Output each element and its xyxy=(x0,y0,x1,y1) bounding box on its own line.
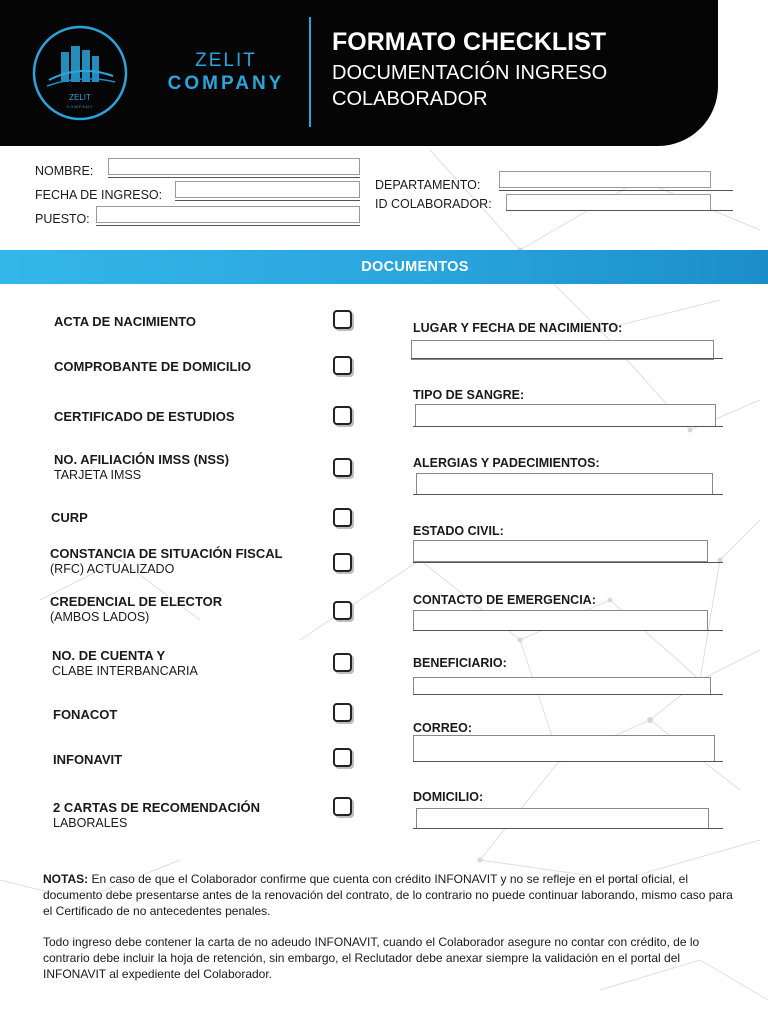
checkbox-cartas[interactable] xyxy=(333,797,352,816)
documents-banner xyxy=(0,250,768,284)
checkbox-imss[interactable] xyxy=(333,458,352,477)
lugar-fecha-underline xyxy=(411,358,723,359)
document-item-acta xyxy=(54,314,196,329)
checkbox-infonavit[interactable] xyxy=(333,748,352,767)
document-title: 2 CARTAS DE RECOMENDACIÓN xyxy=(53,800,261,815)
document-subtitle: (AMBOS LADOS) xyxy=(50,610,150,624)
page-subtitle-line1: DOCUMENTACIÓN INGRESO xyxy=(332,62,608,84)
checkbox-rfc[interactable] xyxy=(333,553,352,572)
document-subtitle: CLABE INTERBANCARIA xyxy=(52,664,198,678)
document-title: NO. DE CUENTA Y xyxy=(52,648,166,663)
document-subtitle: TARJETA IMSS xyxy=(54,468,142,482)
estado-civil-field[interactable] xyxy=(413,540,708,562)
checkbox-fonacot[interactable] xyxy=(333,703,352,722)
notes-section xyxy=(43,871,733,997)
company-logo xyxy=(31,24,129,122)
id-colaborador-underline xyxy=(506,210,733,211)
estado-civil-underline xyxy=(413,562,723,563)
svg-text:ZELIT: ZELIT xyxy=(69,93,91,102)
brand-name-line2: COMPANY xyxy=(167,73,285,94)
correo-field[interactable] xyxy=(413,735,715,762)
documents-banner-title: DOCUMENTOS xyxy=(361,259,469,275)
tipo-sangre-field[interactable] xyxy=(415,404,716,427)
notes-paragraph-2: Todo ingreso debe contener la carta de no adeudo INFONAVIT, cuando el Colaborador asegure no contar con crédito, de lo contrario debe incluir la hoja de retención, sin embargo, el Reclutador debe anexar siempre la validación en el portal del INFONAVIT al expediente del Colaborador. xyxy=(43,935,700,981)
checkbox-curp[interactable] xyxy=(333,508,352,527)
checkbox-acta[interactable] xyxy=(333,310,352,329)
checkbox-cuenta[interactable] xyxy=(333,653,352,672)
document-title: CURP xyxy=(51,510,88,525)
departamento-underline xyxy=(499,190,733,191)
header-divider xyxy=(309,17,311,127)
domicilio-underline xyxy=(413,828,723,829)
domicilio-field[interactable] xyxy=(416,808,709,829)
document-title: COMPROBANTE DE DOMICILIO xyxy=(54,359,252,374)
document-item-credencial xyxy=(50,594,222,624)
brand-name-line1: ZELIT xyxy=(195,50,257,71)
nombre-field[interactable] xyxy=(108,158,360,175)
correo-label: CORREO: xyxy=(413,721,473,735)
lugar-fecha-nacimiento-label: LUGAR Y FECHA DE NACIMIENTO: xyxy=(413,321,623,335)
document-item-domicilio xyxy=(54,359,251,374)
alergias-field[interactable] xyxy=(416,473,713,495)
document-title: NO. AFILIACIÓN IMSS (NSS) xyxy=(54,452,230,467)
checkbox-credencial[interactable] xyxy=(333,601,352,620)
contacto-emergencia-underline xyxy=(413,630,723,631)
fecha-ingreso-label: FECHA DE INGRESO: xyxy=(35,188,163,202)
document-title: ACTA DE NACIMIENTO xyxy=(54,314,197,329)
domicilio-label: DOMICILIO: xyxy=(413,790,484,804)
puesto-underline xyxy=(96,225,360,226)
fecha-ingreso-field[interactable] xyxy=(175,181,360,198)
document-item-cartas xyxy=(53,800,260,830)
departamento-field[interactable] xyxy=(499,171,711,188)
notes-paragraph-1 xyxy=(43,871,733,919)
document-title: CREDENCIAL DE ELECTOR xyxy=(50,594,223,609)
id-colaborador-field[interactable] xyxy=(506,194,711,211)
notes-text-1: En caso de que el Colaborador confirme que cuenta con crédito INFONAVIT y no se refleje en el portal oficial, el documento debe presentarse antes de la renovación del contrato, de lo contrario no puede continuar laborando, mismo caso para el Certificado de no antecedentes penales. xyxy=(43,872,733,918)
tipo-sangre-label: TIPO DE SANGRE: xyxy=(413,388,525,402)
puesto-label: PUESTO: xyxy=(35,212,90,226)
correo-underline xyxy=(413,761,723,762)
document-item-estudios xyxy=(54,409,235,424)
document-title: FONACOT xyxy=(53,707,118,722)
document-title: INFONAVIT xyxy=(53,752,123,767)
fecha-ingreso-underline xyxy=(175,200,360,201)
page-title: FORMATO CHECKLIST xyxy=(332,28,607,56)
checkbox-estudios[interactable] xyxy=(333,406,352,425)
document-subtitle: LABORALES xyxy=(53,816,128,830)
departamento-label: DEPARTAMENTO: xyxy=(375,178,481,192)
id-colaborador-label: ID COLABORADOR: xyxy=(375,197,492,211)
svg-text:COMPANY: COMPANY xyxy=(66,104,94,109)
beneficiario-field[interactable] xyxy=(413,677,711,695)
estado-civil-label: ESTADO CIVIL: xyxy=(413,524,504,538)
document-item-imss xyxy=(54,452,229,482)
lugar-fecha-nacimiento-field[interactable] xyxy=(411,340,714,360)
notes-label: NOTAS: xyxy=(43,872,89,886)
document-subtitle: (RFC) ACTUALIZADO xyxy=(50,562,175,576)
document-item-rfc xyxy=(50,546,283,576)
nombre-label: NOMBRE: xyxy=(35,164,94,178)
page-header xyxy=(0,0,718,146)
page-subtitle-line2: COLABORADOR xyxy=(332,88,488,110)
beneficiario-label: BENEFICIARIO: xyxy=(413,656,507,670)
puesto-field[interactable] xyxy=(96,206,360,223)
document-title: CERTIFICADO DE ESTUDIOS xyxy=(54,409,235,424)
document-title: CONSTANCIA DE SITUACIÓN FISCAL xyxy=(50,546,283,561)
tipo-sangre-underline xyxy=(413,426,723,427)
nombre-underline xyxy=(108,177,360,178)
document-item-fonacot xyxy=(53,707,117,722)
alergias-underline xyxy=(413,494,723,495)
contacto-emergencia-field[interactable] xyxy=(413,610,708,631)
checkbox-domicilio[interactable] xyxy=(333,356,352,375)
document-item-curp xyxy=(51,510,88,525)
alergias-label: ALERGIAS Y PADECIMIENTOS: xyxy=(413,456,600,470)
document-item-infonavit xyxy=(53,752,122,767)
beneficiario-underline xyxy=(413,694,723,695)
contacto-emergencia-label: CONTACTO DE EMERGENCIA: xyxy=(413,593,596,607)
document-item-cuenta xyxy=(52,648,198,678)
